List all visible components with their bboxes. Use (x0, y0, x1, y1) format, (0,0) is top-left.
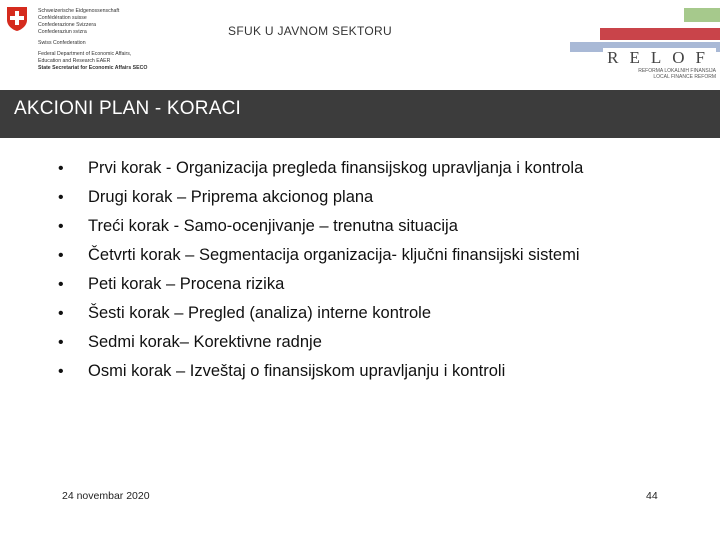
list-item-text: Osmi korak – Izveštaj o finansijskom upravljanju i kontroli (88, 362, 506, 380)
relof-wordmark: RELOF (603, 48, 716, 68)
list-item (58, 299, 583, 328)
bullet-icon: • (58, 160, 64, 177)
swiss-line: Confederaziun svizra (38, 29, 87, 35)
bullet-icon: • (58, 305, 64, 322)
swiss-line: Education and Research EAER (38, 58, 111, 64)
list-item (58, 328, 583, 357)
list-item-text: Prvi korak - Organizacija pregleda finansijskog upravljanja i kontrola (88, 159, 584, 177)
swiss-line: Federal Department of Economic Affairs, (38, 51, 132, 57)
list-item-text: Četvrti korak – Segmentacija organizacija- ključni finansijski sistemi (88, 246, 580, 264)
relof-subtitle-line: LOCAL FINANCE REFORM (653, 74, 716, 80)
list-item (58, 270, 583, 299)
bullet-icon: • (58, 276, 64, 293)
swiss-line: Schweizerische Eidgenossenschaft (38, 8, 120, 14)
bullet-icon: • (58, 189, 64, 206)
slide-title: AKCIONI PLAN - KORACI (14, 98, 241, 119)
list-item (58, 183, 583, 212)
header-title: SFUK U JAVNOM SEKTORU (228, 24, 392, 38)
swiss-line: Swiss Confederation (38, 40, 86, 46)
list-item (58, 212, 583, 241)
relof-subtitle (638, 68, 716, 80)
steps-list (58, 154, 583, 386)
list-item (58, 241, 583, 270)
bullet-icon: • (58, 363, 64, 380)
bullet-icon: • (58, 334, 64, 351)
swiss-logo-text (38, 8, 147, 72)
page-number: 44 (646, 490, 658, 502)
list-item-text: Šesti korak – Pregled (analiza) interne kontrole (88, 304, 432, 322)
list-item-text: Peti korak – Procena rizika (88, 275, 285, 293)
footer-date: 24 novembar 2020 (62, 490, 150, 502)
list-item-text: Sedmi korak– Korektivne radnje (88, 333, 322, 351)
relof-subtitle-line: REFORMA LOKALNIH FINANSIJA (638, 68, 716, 74)
swiss-line: Confederazione Svizzera (38, 22, 96, 28)
logo-green-block (684, 8, 720, 22)
title-banner (0, 90, 720, 138)
logo-red-block (600, 28, 720, 40)
list-item-text: Treći korak - Samo-ocenjivanje – trenutna situacija (88, 217, 458, 235)
bullet-icon: • (58, 218, 64, 235)
list-item (58, 357, 583, 386)
list-item-text: Drugi korak – Priprema akcionog plana (88, 188, 374, 206)
list-item (58, 154, 583, 183)
bullet-icon: • (58, 247, 64, 264)
swiss-line: Confédération suisse (38, 15, 87, 21)
relof-logo (560, 6, 720, 80)
swiss-line: State Secretariat for Economic Affairs SECO (38, 65, 148, 71)
